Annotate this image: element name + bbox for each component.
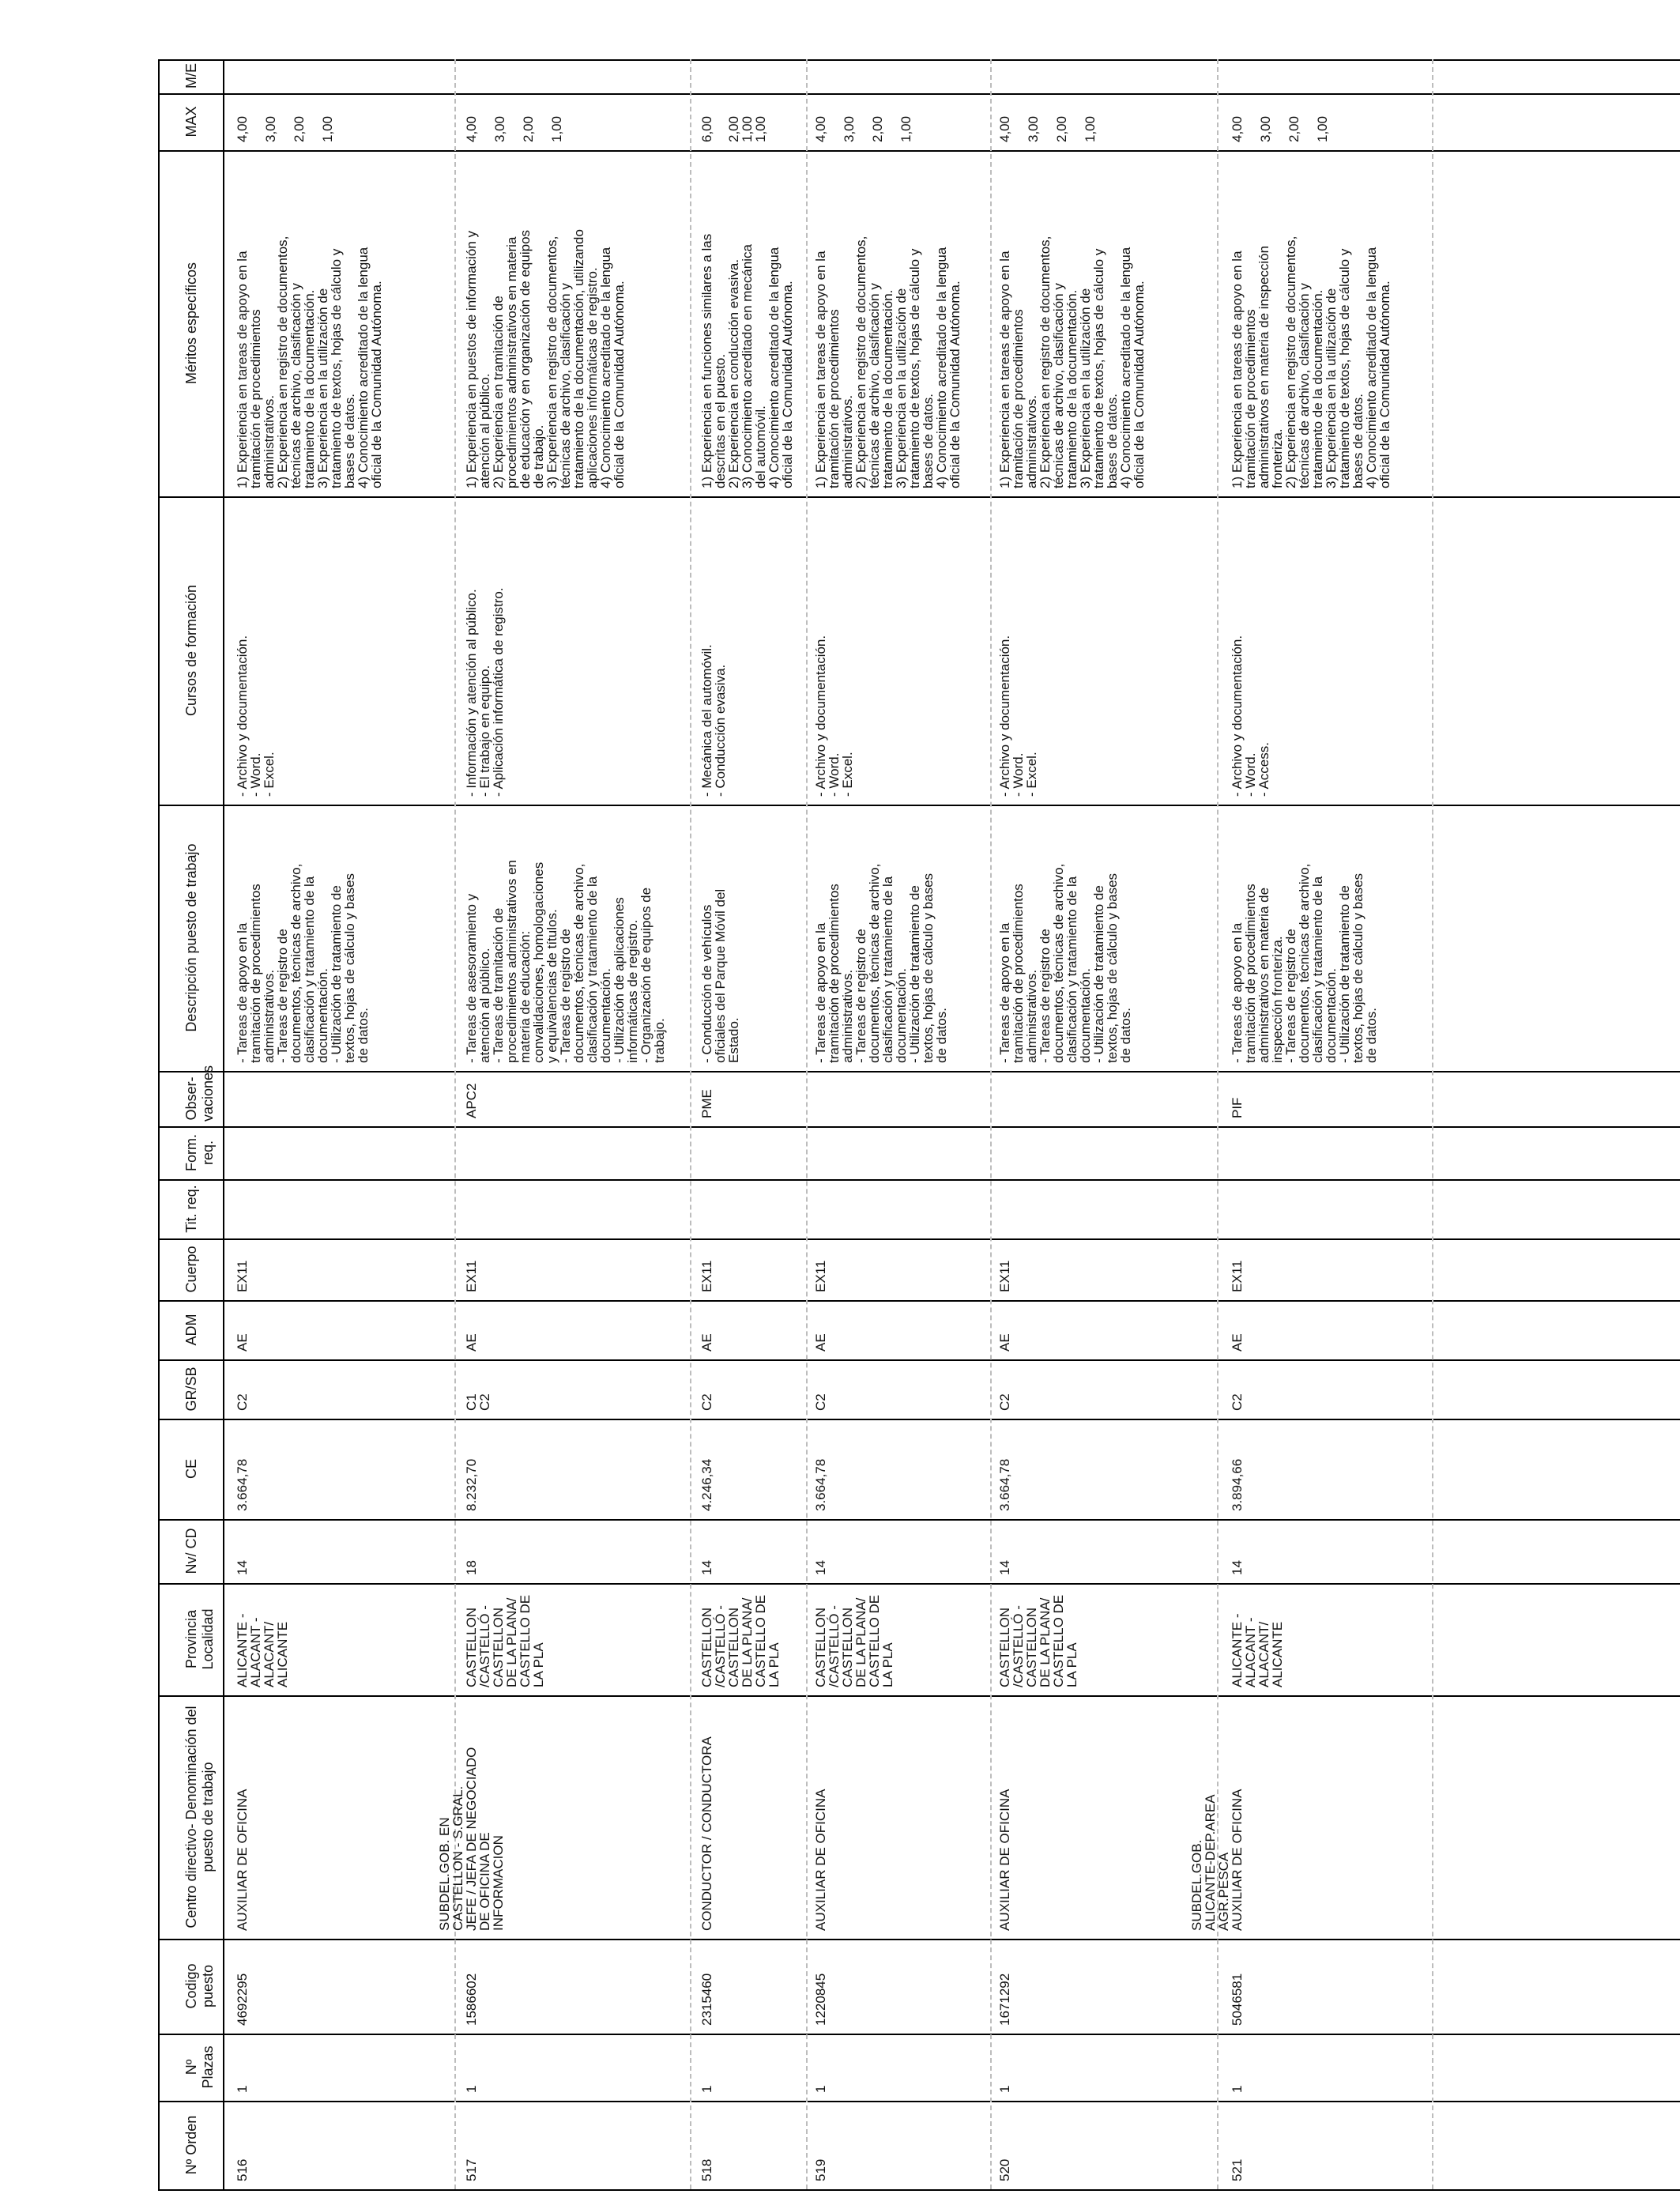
column-separator (158, 1300, 1680, 1302)
administration: AE (1230, 1333, 1245, 1351)
specific-complement: 8.232,70 (464, 1458, 479, 1511)
header-ce: CE (183, 1459, 199, 1480)
max-score: 1,00 (740, 115, 755, 142)
plazas-count: 1 (464, 2085, 479, 2093)
max-score: 4,00 (1230, 115, 1245, 142)
column-separator (158, 1695, 1680, 1697)
column-separator (158, 2034, 1680, 2035)
specific-merits: 1) Experiencia en tareas de apoyo en la tramitación de procedimientos administrativos. 2) Experiencia en registro de documentos, técnicas de archivo, clasificación y tratamiento de la documentación. 3) Experiencia en la utilización de tratamiento de textos, hojas de cálculo y bases de datos. 4) Conocimiento acreditado de la lengua oficial de la Comunidad Autónoma. (235, 236, 384, 488)
order-number: 517 (464, 2158, 479, 2181)
record-separator (690, 59, 691, 2189)
order-number: 520 (997, 2158, 1012, 2181)
record-separator (1432, 59, 1433, 2189)
header-observaciones: Obser- vaciones (183, 1065, 216, 1122)
province-locality: CASTELLON /CASTELLÓ - CASTELLON DE LA PLANA/ CASTELLO DE LA PLA (813, 1594, 895, 1687)
position-code: 5046581 (1230, 1973, 1245, 2026)
group-subgroup: C2 (813, 1393, 828, 1411)
job-description: - Tareas de apoyo en la tramitación de procedimientos administrativos. - Tareas de registro de documentos, técnicas de archivo, clasificación y tratamiento de la documentación. - Utilización de tratamiento de textos, hojas de cálculo y bases de datos. (813, 863, 949, 1063)
body-code: EX11 (699, 1260, 714, 1292)
header-titulacion: Tit. req. (183, 1185, 199, 1233)
header-meritos: Méritos específicos (183, 262, 199, 385)
header-plazas: Nº Plazas (183, 2045, 216, 2089)
position-name: AUXILIAR DE OFICINA (1230, 1789, 1245, 1931)
max-score: 2,00 (870, 115, 885, 142)
level: 14 (699, 1560, 714, 1575)
group-subgroup: C2 (699, 1393, 714, 1411)
specific-merits: 1) Experiencia en funciones similares a las descritas en el puesto. 2) Experiencia en conducción evasiva. 3) Conocimiento acreditado en mecánica del automóvil. 4) Conocimiento acreditado de la lengua oficial de la Comunidad Autónoma. (699, 233, 795, 488)
record-separator (990, 59, 992, 2189)
max-score: 2,00 (1286, 115, 1301, 142)
position-name: AUXILIAR DE OFICINA (813, 1789, 828, 1931)
training-courses: - Archivo y documentación. - Word. - Excel. (997, 635, 1039, 797)
body-code: EX11 (1230, 1260, 1245, 1292)
position-name: AUXILIAR DE OFICINA (997, 1789, 1012, 1931)
body-code: EX11 (235, 1260, 250, 1292)
position-code: 1220845 (813, 1973, 828, 2026)
level: 14 (235, 1560, 250, 1575)
body-code: EX11 (464, 1260, 479, 1292)
administration: AE (235, 1333, 250, 1351)
column-separator (158, 150, 1680, 152)
max-score: 1,00 (753, 115, 768, 142)
max-score: 4,00 (464, 115, 479, 142)
order-number: 518 (699, 2158, 714, 2181)
group-subgroup: C2 (997, 1393, 1012, 1411)
level: 14 (997, 1560, 1012, 1575)
header-orden: Nº Orden (183, 2115, 199, 2175)
column-separator (158, 805, 1680, 806)
header-provincia: Provincia Localidad (183, 1608, 216, 1670)
max-score: 6,00 (699, 115, 714, 142)
max-score: 3,00 (492, 115, 507, 142)
column-separator (158, 1179, 1680, 1181)
province-locality: ALICANTE - ALACANT - ALACANT/ ALICANTE (1230, 1613, 1285, 1687)
column-separator (158, 496, 1680, 498)
specific-complement: 3.664,78 (235, 1458, 250, 1511)
max-score: 4,00 (813, 115, 828, 142)
job-description: - Tareas de apoyo en la tramitación de procedimientos administrativos en materia de inspección fronteriza. - Tareas de registro de documentos, técnicas de archivo, clasificación y tratamiento de la documentación. - Utilización de tratamiento de textos, hojas de cálculo y bases de datos. (1230, 863, 1379, 1063)
training-courses: - Archivo y documentación. - Word. - Access. (1230, 635, 1271, 797)
province-locality: ALICANTE - ALACANT - ALACANT/ ALICANTE (235, 1613, 290, 1687)
max-score: 1,00 (1315, 115, 1330, 142)
group-subgroup: C2 (1230, 1393, 1245, 1411)
body-code: EX11 (813, 1260, 828, 1292)
position-code: 4692295 (235, 1973, 250, 2026)
header-cuerpo: Cuerpo (183, 1246, 199, 1293)
specific-complement: 4.246,34 (699, 1458, 714, 1511)
observations: PME (699, 1089, 714, 1118)
order-number: 516 (235, 2158, 250, 2181)
max-score: 3,00 (842, 115, 857, 142)
header-max: MAX (183, 106, 199, 138)
column-separator (158, 1238, 1680, 1240)
header-grupo: GR/SB (183, 1367, 199, 1412)
plazas-count: 1 (813, 2085, 828, 2093)
position-code: 1586602 (464, 1973, 479, 2026)
job-description: - Conducción de vehículos oficiales del Parque Móvil del Estado. (699, 888, 741, 1063)
training-courses: - Archivo y documentación. - Word. - Excel. (235, 635, 277, 797)
column-separator (158, 1126, 1680, 1128)
specific-complement: 3.664,78 (813, 1458, 828, 1511)
max-score: 1,00 (320, 115, 335, 142)
administration: AE (813, 1333, 828, 1351)
header-formacion: Form. req. (183, 1134, 216, 1171)
header-centro: Centro directivo- Denominación del puesto de trabajo (183, 1706, 216, 1928)
column-separator (158, 1419, 1680, 1420)
record-separator (806, 59, 808, 2189)
administration: AE (699, 1333, 714, 1351)
training-courses: - Información y atención al público. - El trabajo en equipo. - Aplicación informática de registro. (464, 587, 506, 797)
specific-merits: 1) Experiencia en puestos de información y atención al público. 2) Experiencia en tramitación de procedimientos administrativos en materia de educación y en organización de equipos de trabajo. 3) Experiencia en registro de documentos, técnicas de archivo, clasificación y tratamiento de la documentación, utilizando aplicaciones informáticas de registro. 4) Conocimiento acreditado de la lengua oficial de la Comunidad Autónoma. (464, 229, 627, 488)
max-score: 3,00 (263, 115, 278, 142)
header-divider (223, 59, 224, 2189)
position-code: 1671292 (997, 1973, 1012, 2026)
column-separator (158, 2101, 1680, 2102)
job-description: - Tareas de apoyo en la tramitación de procedimientos administrativos. - Tareas de registro de documentos, técnicas de archivo, clasificación y tratamiento de la documentación. - Utilización de tratamiento de textos, hojas de cálculo y bases de datos. (997, 863, 1133, 1063)
directive-center: SUBDEL.GOB. ALICANTE-DEP.AREA AGR.PESCA (1189, 1794, 1231, 1931)
max-score: 2,00 (726, 115, 741, 142)
specific-merits: 1) Experiencia en tareas de apoyo en la tramitación de procedimientos administrativos en materia de inspección fronteriza. 2) Experiencia en registro de documentos, técnicas de archivo, clasificación y tratamiento de la documentación. 3) Experiencia en la utilización de tratamiento de textos, hojas de cálculo y bases de datos. 4) Conocimiento acreditado de la lengua oficial de la Comunidad Autónoma. (1230, 236, 1392, 488)
max-score: 2,00 (292, 115, 307, 142)
header-cursos: Cursos de formación (183, 584, 199, 717)
observations: PIF (1230, 1097, 1245, 1118)
plazas-count: 1 (235, 2085, 250, 2093)
order-number: 519 (813, 2158, 828, 2181)
column-separator (158, 1519, 1680, 1521)
header-descripcion: Descripción puesto de trabajo (183, 843, 199, 1032)
position-name: JEFE / JEFA DE NEGOCIADO DE OFICINA DE INFORMACION (464, 1747, 506, 1931)
province-locality: CASTELLON /CASTELLÓ - CASTELLON DE LA PLANA/ CASTELLO DE LA PLA (997, 1594, 1079, 1687)
specific-merits: 1) Experiencia en tareas de apoyo en la tramitación de procedimientos administrativos. 2) Experiencia en registro de documentos, técnicas de archivo, clasificación y tratamiento de la documentación. 3) Experiencia en la utilización de tratamiento de textos, hojas de cálculo y bases de datos. 4) Conocimiento acreditado de la lengua oficial de la Comunidad Autónoma. (813, 236, 962, 488)
observations: APC2 (464, 1083, 479, 1118)
column-separator (158, 93, 1680, 95)
table-bottom-border (158, 2189, 1680, 2191)
max-score: 2,00 (1054, 115, 1069, 142)
max-score: 1,00 (549, 115, 564, 142)
header-me: M/E (183, 62, 199, 89)
administration: AE (997, 1333, 1012, 1351)
column-separator (158, 1071, 1680, 1072)
table-top-border (158, 59, 1680, 61)
specific-complement: 3.894,66 (1230, 1458, 1245, 1511)
plazas-count: 1 (997, 2085, 1012, 2093)
province-locality: CASTELLON /CASTELLÓ - CASTELLON DE LA PLANA/ CASTELLO DE LA PLA (699, 1594, 782, 1687)
province-locality: CASTELLON /CASTELLÓ - CASTELLON DE LA PLANA/ CASTELLO DE LA PLA (464, 1594, 546, 1687)
group-subgroup: C1 C2 (464, 1393, 492, 1411)
max-score: 4,00 (997, 115, 1012, 142)
max-score: 1,00 (1083, 115, 1098, 142)
plazas-count: 1 (699, 2085, 714, 2093)
max-score: 4,00 (235, 115, 250, 142)
column-separator (158, 1359, 1680, 1361)
training-courses: - Archivo y documentación. - Word. - Excel. (813, 635, 855, 797)
max-score: 2,00 (521, 115, 536, 142)
position-code: 2315460 (699, 1973, 714, 2026)
level: 14 (1230, 1560, 1245, 1575)
specific-complement: 3.664,78 (997, 1458, 1012, 1511)
position-name: AUXILIAR DE OFICINA (235, 1789, 250, 1931)
specific-merits: 1) Experiencia en tareas de apoyo en la tramitación de procedimientos administrativos. 2) Experiencia en registro de documentos, técnicas de archivo, clasificación y tratamiento de la documentación. 3) Experiencia en la utilización de tratamiento de textos, hojas de cálculo y bases de datos. 4) Conocimiento acreditado de la lengua oficial de la Comunidad Autónoma. (997, 236, 1147, 488)
group-subgroup: C2 (235, 1393, 250, 1411)
level: 14 (813, 1560, 828, 1575)
header-codigo: Codigo puesto (183, 1963, 216, 2009)
order-number: 521 (1230, 2158, 1245, 2181)
level: 18 (464, 1560, 479, 1575)
job-description: - Tareas de apoyo en la tramitación de procedimientos administrativos. - Tareas de registro de documentos, técnicas de archivo, clasificación y tratamiento de la documentación. - Utilización de tratamiento de textos, hojas de cálculo y bases de datos. (235, 863, 371, 1063)
column-separator (158, 1939, 1680, 1940)
training-courses: - Mecánica del automóvil. - Conducción evasiva. (699, 644, 728, 797)
max-score: 1,00 (898, 115, 913, 142)
job-description: - Tareas de asesoramiento y atención al público. - Tareas de tramitación de procedimientos administrativos en materia de educación: convalidaciones, homologaciones y equivalencias de títulos. - Tareas de registro de documentos, técnicas de archivo, clasificación y tratamiento de la documentación. - Utilización de aplicaciones informáticas de registro. - Organización de equipos de trabajo. (464, 859, 667, 1063)
directive-center: SUBDEL.GOB. EN CASTELLON - S.GRAL. (437, 1785, 465, 1931)
max-score: 3,00 (1258, 115, 1273, 142)
plazas-count: 1 (1230, 2085, 1245, 2093)
body-code: EX11 (997, 1260, 1012, 1292)
position-name: CONDUCTOR / CONDUCTORA (699, 1736, 714, 1931)
administration: AE (464, 1333, 479, 1351)
max-score: 3,00 (1026, 115, 1041, 142)
header-adm: ADM (183, 1314, 199, 1346)
header-nivel: Nv/ CD (183, 1528, 199, 1574)
table-left-border (158, 59, 160, 2189)
column-separator (158, 1583, 1680, 1585)
